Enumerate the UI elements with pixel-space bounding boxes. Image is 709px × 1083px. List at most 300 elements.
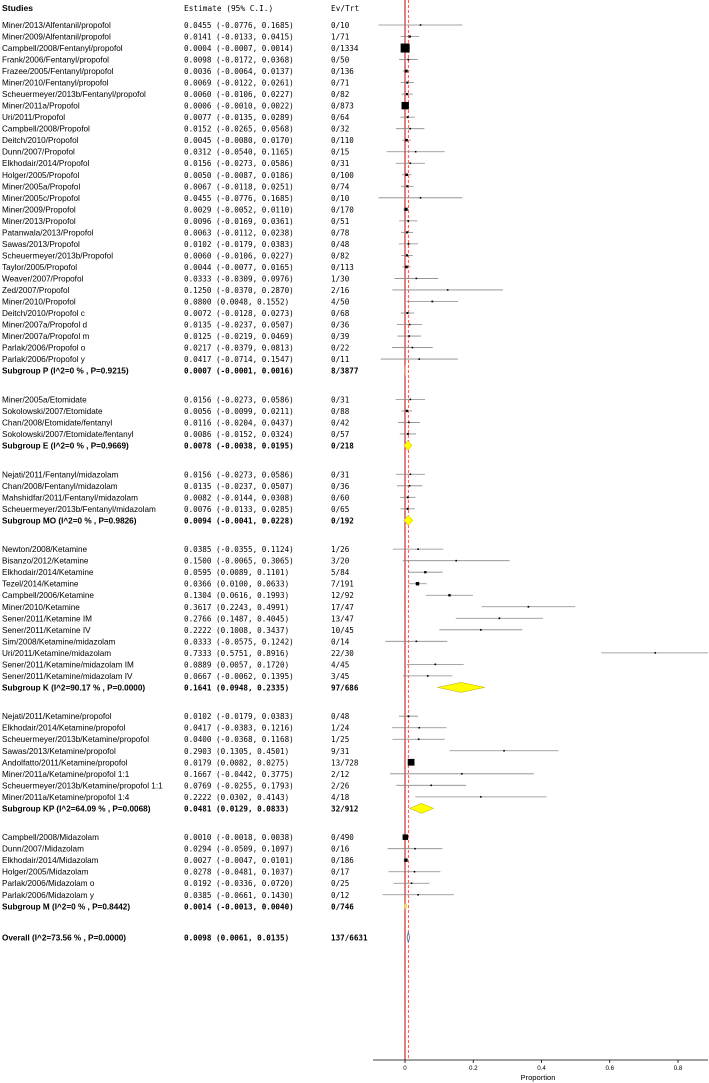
- study-ev-trt: 12/92: [331, 591, 354, 601]
- study-name: Scheuermeyer/2013b/Fentanyl/propofol: [2, 90, 146, 100]
- study-row: [2, 286, 503, 295]
- study-ev-trt: 0/57: [331, 429, 350, 439]
- study-ev-trt: 0/71: [331, 78, 350, 88]
- point-estimate: [404, 858, 407, 861]
- study-row: [2, 649, 708, 658]
- subgroup-row: [2, 803, 433, 813]
- study-row: [2, 747, 559, 756]
- study-estimate-ci: 0.0333 (-0.0309, 0.0976): [184, 274, 294, 284]
- point-estimate: [409, 324, 411, 326]
- point-estimate: [412, 347, 414, 349]
- subgroup-estimate-ci: 0.0078 (-0.0038, 0.0195): [184, 441, 294, 451]
- point-estimate: [410, 399, 412, 401]
- study-name: Miner/2009/Alfentanil/propofol: [2, 32, 111, 42]
- point-estimate: [407, 433, 409, 435]
- study-estimate-ci: 0.0152 (-0.0265, 0.0568): [184, 124, 294, 134]
- subgroup-estimate-ci: 0.0007 (-0.0001, 0.0016): [184, 366, 294, 376]
- study-estimate-ci: 0.0116 (-0.0204, 0.0437): [184, 418, 294, 428]
- study-estimate-ci: 0.0156 (-0.0273, 0.0586): [184, 159, 294, 169]
- study-estimate-ci: 0.0889 (0.0057, 0.1720): [184, 660, 290, 670]
- study-ev-trt: 0/65: [331, 504, 350, 514]
- study-row: [2, 637, 447, 646]
- point-estimate: [414, 871, 416, 873]
- study-row: [2, 79, 414, 88]
- study-row: [2, 580, 427, 589]
- point-estimate: [407, 496, 409, 498]
- study-ev-trt: 0/15: [331, 147, 350, 157]
- study-row: [2, 672, 453, 681]
- study-name: Taylor/2005/Propofol: [2, 262, 78, 272]
- study-name: Holger/2005/Propofol: [2, 170, 80, 180]
- study-row: [2, 407, 412, 416]
- point-estimate: [418, 358, 420, 360]
- study-estimate-ci: 0.0417 (-0.0714, 0.1547): [184, 355, 294, 365]
- study-row: [2, 274, 438, 283]
- point-estimate: [405, 139, 408, 142]
- point-estimate: [406, 312, 408, 314]
- study-ev-trt: 0/51: [331, 216, 350, 226]
- study-estimate-ci: 0.0366 (0.0100, 0.0633): [184, 579, 290, 589]
- study-row: [2, 33, 419, 42]
- study-ev-trt: 5/84: [331, 568, 350, 578]
- study-ev-trt: 1/26: [331, 545, 350, 555]
- study-ev-trt: 4/50: [331, 297, 350, 307]
- study-estimate-ci: 0.0294 (-0.0509, 0.1097): [184, 844, 294, 854]
- study-name: Elkhodair/2014/Ketamine: [2, 568, 94, 578]
- study-row: [2, 614, 543, 623]
- subgroup-ev-trt: 8/3877: [331, 366, 359, 376]
- study-ev-trt: 0/11: [331, 355, 350, 365]
- point-estimate: [406, 410, 408, 412]
- study-name: Scheuermeyer/2013b/Fentanyl/midazolam: [2, 504, 156, 514]
- point-estimate: [408, 715, 410, 717]
- study-ev-trt: 0/100: [331, 170, 354, 180]
- study-ev-trt: 4/45: [331, 660, 350, 670]
- study-ev-trt: 0/32: [331, 124, 350, 134]
- study-ev-trt: 0/60: [331, 493, 350, 503]
- point-estimate: [448, 594, 450, 596]
- study-estimate-ci: 0.0045 (-0.0080, 0.0170): [184, 136, 294, 146]
- study-estimate-ci: 0.2222 (0.1008, 0.3437): [184, 625, 290, 635]
- point-estimate: [416, 582, 419, 585]
- study-estimate-ci: 0.0050 (-0.0087, 0.0186): [184, 170, 294, 180]
- study-ev-trt: 13/728: [331, 758, 359, 768]
- study-ev-trt: 0/22: [331, 343, 350, 353]
- header-estimate: Estimate (95% C.I.): [184, 4, 274, 13]
- study-ev-trt: 0/1334: [331, 44, 359, 54]
- study-estimate-ci: 0.0029 (-0.0052, 0.0110): [184, 205, 294, 215]
- study-ev-trt: 0/186: [331, 856, 354, 866]
- study-name: Sokolowski/2007/Etomidate: [2, 406, 103, 416]
- study-ev-trt: 0/82: [331, 251, 350, 261]
- study-name: Elkhodair/2014/Midazolam: [2, 856, 99, 866]
- point-estimate: [408, 243, 410, 245]
- subgroup-name: Subgroup E (I^2=0 % , P=0.9669): [2, 441, 129, 451]
- study-estimate-ci: 0.0060 (-0.0106, 0.0227): [184, 90, 294, 100]
- study-name: Mahshidfar/2011/Fentanyl/midazolam: [2, 493, 138, 503]
- study-ev-trt: 0/42: [331, 418, 350, 428]
- point-estimate: [410, 473, 412, 475]
- study-name: Elkhodair/2014/Propofol: [2, 159, 90, 169]
- study-name: Nejati/2011/Fentanyl/midazolam: [2, 470, 119, 480]
- study-row: [2, 568, 443, 577]
- point-estimate: [409, 128, 411, 130]
- point-estimate: [405, 174, 408, 177]
- study-row: [2, 332, 421, 341]
- point-estimate: [402, 102, 409, 109]
- study-ev-trt: 1/30: [331, 274, 350, 284]
- study-row: [2, 712, 418, 721]
- study-row: [2, 321, 422, 330]
- point-estimate: [480, 629, 482, 631]
- study-name: Miner/2010/Fentanyl/propofol: [2, 78, 109, 88]
- study-ev-trt: 22/30: [331, 648, 354, 658]
- study-row: [2, 758, 414, 767]
- overall-diamond: [407, 932, 410, 942]
- subgroup-ev-trt: 0/218: [331, 441, 354, 451]
- study-ev-trt: 0/110: [331, 136, 354, 146]
- study-estimate-ci: 0.0455 (-0.0776, 0.1685): [184, 21, 294, 30]
- study-ev-trt: 2/16: [331, 285, 350, 295]
- x-axis-label: Proportion: [520, 1073, 556, 1082]
- study-name: Dunn/2007/Midazolam: [2, 844, 84, 854]
- subgroup-ev-trt: 97/686: [331, 683, 359, 693]
- study-name: Miner/2010/Ketamine: [2, 602, 80, 612]
- study-row: [2, 735, 445, 744]
- study-row: [2, 856, 408, 865]
- study-name: Holger/2005/Midazolam: [2, 867, 89, 877]
- x-tick-label: 0.8: [673, 1065, 683, 1072]
- study-name: Elkhodair/2014/Ketamine/propofol: [2, 723, 126, 733]
- study-ev-trt: 0/16: [331, 844, 350, 854]
- study-name: Parlak/2006/Midazolam y: [2, 890, 94, 900]
- study-name: Sawas/2013/Ketamine/propofol: [2, 746, 116, 756]
- study-row: [2, 482, 422, 491]
- study-ev-trt: 4/18: [331, 792, 350, 802]
- study-ev-trt: 0/48: [331, 239, 350, 249]
- point-estimate: [416, 278, 418, 280]
- x-tick-label: 0.6: [605, 1065, 615, 1072]
- subgroup-name: Subgroup KP (I^2=64.09 % , P=0.0068): [2, 804, 151, 814]
- study-ev-trt: 0/74: [331, 182, 350, 192]
- study-estimate-ci: 0.0098 (-0.0172, 0.0368): [184, 55, 294, 65]
- study-ev-trt: 2/26: [331, 781, 350, 791]
- study-name: Miner/2007a/Propofol m: [2, 332, 90, 342]
- study-name: Chan/2008/Fentanyl/midazolam: [2, 481, 118, 491]
- study-estimate-ci: 0.0141 (-0.0133, 0.0415): [184, 32, 294, 42]
- study-estimate-ci: 0.0006 (-0.0010, 0.0022): [184, 101, 294, 111]
- study-name: Campbell/2008/Fentanyl/propofol: [2, 44, 123, 54]
- study-row: [2, 660, 464, 669]
- study-ev-trt: 13/47: [331, 614, 354, 624]
- study-row: [2, 297, 458, 306]
- point-estimate: [418, 738, 420, 740]
- subgroup-name: Subgroup K (I^2=90.17 % , P=0.0000): [2, 683, 146, 693]
- point-estimate: [414, 848, 416, 850]
- subgroup-name: Subgroup MO (I^2=0 % , P=0.9826): [2, 516, 137, 526]
- study-ev-trt: 0/39: [331, 332, 350, 342]
- study-name: Zed/2007/Propofol: [2, 285, 70, 295]
- point-estimate: [528, 606, 530, 608]
- study-estimate-ci: 0.0156 (-0.0273, 0.0586): [184, 470, 294, 480]
- subgroup-name: Subgroup M (I^2=0 % , P=0.8442): [2, 902, 131, 912]
- study-estimate-ci: 0.0385 (-0.0661, 0.1430): [184, 890, 294, 900]
- study-name: Parlak/2006/Propofol o: [2, 343, 86, 353]
- point-estimate: [407, 59, 409, 61]
- study-name: Dunn/2007/Propofol: [2, 147, 75, 157]
- point-estimate: [404, 208, 407, 211]
- point-estimate: [415, 151, 417, 153]
- point-estimate: [409, 35, 411, 37]
- study-row: [2, 355, 458, 364]
- subgroup-ev-trt: 0/192: [331, 516, 354, 526]
- study-row: [2, 793, 546, 802]
- study-row: [2, 557, 510, 566]
- study-row: [2, 344, 433, 353]
- study-name: Miner/2011a/Propofol: [2, 101, 80, 111]
- study-estimate-ci: 0.0385 (-0.0355, 0.1124): [184, 545, 294, 555]
- study-row: [2, 430, 416, 439]
- study-name: Tezel/2014/Ketamine: [2, 579, 79, 589]
- study-name: Bisanzo/2012/Ketamine: [2, 556, 89, 566]
- study-estimate-ci: 0.0067 (-0.0118, 0.0251): [184, 182, 294, 192]
- study-estimate-ci: 0.3617 (0.2243, 0.4991): [184, 602, 290, 612]
- study-estimate-ci: 0.0179 (0.0082, 0.0275): [184, 758, 290, 768]
- subgroup-estimate-ci: 0.0014 (-0.0013, 0.0040): [184, 902, 294, 912]
- study-row: [2, 182, 414, 191]
- point-estimate: [406, 231, 408, 233]
- study-row: [2, 205, 409, 214]
- study-ev-trt: 0/64: [331, 113, 350, 123]
- point-estimate: [431, 301, 433, 303]
- study-row: [2, 90, 413, 99]
- study-name: Parlak/2006/Propofol y: [2, 355, 85, 365]
- study-ev-trt: 0/36: [331, 320, 350, 330]
- study-ev-trt: 3/20: [331, 556, 350, 566]
- study-row: [2, 603, 575, 612]
- study-row: [2, 136, 411, 145]
- study-row: [2, 56, 418, 65]
- study-ev-trt: 0/50: [331, 55, 350, 65]
- study-ev-trt: 0/10: [331, 21, 350, 30]
- study-name: Miner/2005a/Propofol: [2, 182, 81, 192]
- study-name: Deitch/2010/Propofol: [2, 136, 79, 146]
- study-name: Patanwala/2013/Propofol: [2, 228, 94, 238]
- point-estimate: [430, 785, 432, 787]
- study-row: [2, 591, 473, 600]
- subgroup-diamond: [437, 682, 484, 692]
- study-row: [2, 113, 415, 122]
- subgroup-row: [2, 682, 485, 692]
- study-ev-trt: 0/490: [331, 833, 354, 843]
- study-estimate-ci: 0.2903 (0.1305, 0.4501): [184, 746, 290, 756]
- study-estimate-ci: 0.0063 (-0.0112, 0.0238): [184, 228, 294, 238]
- study-name: Sawas/2013/Propofol: [2, 239, 80, 249]
- point-estimate: [455, 560, 457, 562]
- study-estimate-ci: 0.0036 (-0.0064, 0.0137): [184, 67, 294, 77]
- point-estimate: [406, 93, 408, 95]
- study-estimate-ci: 0.0027 (-0.0047, 0.0101): [184, 856, 294, 866]
- point-estimate: [409, 485, 411, 487]
- study-estimate-ci: 0.0072 (-0.0128, 0.0273): [184, 309, 294, 318]
- study-estimate-ci: 0.0056 (-0.0099, 0.0211): [184, 406, 294, 416]
- subgroup-estimate-ci: 0.1641 (0.0948, 0.2335): [184, 683, 290, 693]
- study-estimate-ci: 0.7333 (0.5751, 0.8916): [184, 648, 290, 658]
- study-ev-trt: 0/873: [331, 101, 354, 111]
- study-name: Weaver/2007/Propofol: [2, 274, 84, 284]
- study-estimate-ci: 0.0102 (-0.0179, 0.0383): [184, 239, 294, 249]
- study-ev-trt: 0/88: [331, 406, 350, 416]
- study-estimate-ci: 0.0010 (-0.0018, 0.0038): [184, 833, 294, 843]
- study-ev-trt: 0/12: [331, 890, 350, 900]
- study-estimate-ci: 0.1667 (-0.0442, 0.3775): [184, 769, 294, 779]
- point-estimate: [499, 617, 501, 619]
- study-row: [2, 493, 416, 502]
- study-estimate-ci: 0.0312 (-0.0540, 0.1165): [184, 147, 294, 157]
- study-ev-trt: 0/82: [331, 90, 350, 100]
- study-name: Scheuermeyer/2013b/Propofol: [2, 251, 114, 261]
- study-estimate-ci: 0.0800 (0.0048, 0.1552): [184, 297, 290, 307]
- study-estimate-ci: 0.0667 (-0.0062, 0.1395): [184, 671, 294, 681]
- overall-row: [2, 932, 410, 942]
- header-studies: Studies: [2, 3, 34, 13]
- study-row: [2, 891, 454, 900]
- study-ev-trt: 0/17: [331, 867, 350, 877]
- study-row: [2, 171, 411, 180]
- study-name: Miner/2013/Propofol: [2, 216, 76, 226]
- point-estimate: [480, 796, 482, 798]
- point-estimate: [406, 185, 408, 187]
- study-estimate-ci: 0.0455 (-0.0776, 0.1685): [184, 193, 294, 203]
- study-ev-trt: 0/31: [331, 159, 350, 169]
- header-ev-trt: Ev/Trt: [331, 4, 360, 13]
- study-ev-trt: 0/78: [331, 228, 350, 238]
- study-row: [2, 724, 446, 733]
- study-ev-trt: 2/12: [331, 769, 350, 779]
- study-name: Sim/2008/Ketamine/midazolam: [2, 637, 116, 647]
- point-estimate: [408, 335, 410, 337]
- study-name: Frazee/2005/Fentanyl/propofol: [2, 67, 114, 77]
- study-name: Miner/2007a/Propofol d: [2, 320, 88, 330]
- forest-rows: [2, 0, 708, 1060]
- study-row: [2, 833, 408, 842]
- study-row: [2, 148, 445, 157]
- study-row: [2, 21, 463, 30]
- study-name: Campbell/2008/Midazolam: [2, 833, 99, 843]
- study-estimate-ci: 0.0192 (-0.0336, 0.0720): [184, 879, 294, 889]
- study-estimate-ci: 0.0086 (-0.0152, 0.0324): [184, 429, 294, 439]
- study-ev-trt: 1/71: [331, 32, 350, 42]
- point-estimate: [434, 664, 436, 666]
- point-estimate: [406, 82, 408, 84]
- study-ev-trt: 3/45: [331, 671, 350, 681]
- point-estimate: [407, 116, 409, 118]
- point-estimate: [410, 162, 412, 164]
- subgroup-estimate-ci: 0.0481 (0.0129, 0.0833): [184, 804, 290, 814]
- point-estimate: [406, 254, 408, 256]
- study-row: [2, 845, 442, 854]
- point-estimate: [424, 571, 426, 573]
- point-estimate: [427, 675, 429, 677]
- study-row: [2, 240, 418, 249]
- study-name: Uri/2011/Propofol: [2, 113, 66, 123]
- study-name: Sener/2011/Ketamine IM: [2, 614, 92, 624]
- study-row: [2, 879, 430, 888]
- study-row: [2, 395, 425, 404]
- study-name: Sokolowski/2007/Etomidate/fentanyl: [2, 429, 134, 439]
- study-row: [2, 781, 466, 790]
- study-ev-trt: 0/31: [331, 395, 350, 405]
- study-ev-trt: 0/48: [331, 712, 350, 722]
- study-name: Miner/2011a/Ketamine/propofol 1:4: [2, 792, 130, 802]
- study-ev-trt: 0/170: [331, 205, 354, 215]
- point-estimate: [411, 882, 413, 884]
- subgroup-diamond: [409, 803, 433, 813]
- study-row: [2, 505, 415, 514]
- study-ev-trt: 0/14: [331, 637, 350, 647]
- study-row: [2, 125, 424, 134]
- study-estimate-ci: 0.0400 (-0.0368, 0.1168): [184, 735, 294, 745]
- study-estimate-ci: 0.1250 (-0.0370, 0.2870): [184, 285, 294, 295]
- point-estimate: [417, 548, 419, 550]
- study-estimate-ci: 0.0069 (-0.0122, 0.0261): [184, 78, 294, 88]
- study-name: Sener/2011/Ketamine/midazolam IM: [2, 660, 134, 670]
- point-estimate: [420, 197, 422, 199]
- overall-estimate-ci: 0.0098 (0.0061, 0.0135): [184, 933, 290, 943]
- study-name: Frank/2006/Fentanyl/propofol: [2, 55, 109, 65]
- study-ev-trt: 0/25: [331, 879, 350, 889]
- study-name: Miner/2011a/Ketamine/propofol 1:1: [2, 769, 130, 779]
- subgroup-ev-trt: 0/746: [331, 902, 354, 912]
- point-estimate: [408, 759, 415, 766]
- study-ev-trt: 0/36: [331, 481, 350, 491]
- point-estimate: [408, 422, 410, 424]
- study-row: [2, 626, 522, 635]
- x-tick-label: 0.2: [468, 1065, 478, 1072]
- point-estimate: [407, 508, 409, 510]
- x-tick-label: 0: [403, 1065, 407, 1072]
- study-estimate-ci: 0.0044 (-0.0077, 0.0165): [184, 262, 294, 272]
- study-name: Campbell/2006/Ketamine: [2, 591, 94, 601]
- subgroup-estimate-ci: 0.0094 (-0.0041, 0.0228): [184, 516, 294, 526]
- study-estimate-ci: 0.0082 (-0.0144, 0.0308): [184, 493, 294, 503]
- study-name: Campbell/2008/Propofol: [2, 124, 90, 134]
- study-row: [2, 102, 409, 111]
- study-estimate-ci: 0.0333 (-0.0575, 0.1242): [184, 637, 294, 647]
- study-name: Nejati/2011/Ketamine/propofol: [2, 712, 112, 722]
- study-estimate-ci: 0.0278 (-0.0481, 0.1037): [184, 867, 294, 877]
- point-estimate: [418, 727, 420, 729]
- study-estimate-ci: 0.0156 (-0.0273, 0.0586): [184, 395, 294, 405]
- study-row: [2, 418, 420, 427]
- study-row: [2, 228, 413, 237]
- study-row: [2, 868, 440, 877]
- point-estimate: [405, 266, 408, 269]
- study-name: Newton/2008/Ketamine: [2, 545, 88, 555]
- study-name: Andolfatto/2011/Ketamine/propofol: [2, 758, 128, 768]
- study-row: [2, 67, 410, 76]
- subgroup-row: [2, 901, 406, 911]
- study-name: Sener/2011/Ketamine IV: [2, 625, 91, 635]
- overall-ev-trt: 137/6631: [331, 933, 368, 943]
- study-ev-trt: 0/113: [331, 262, 354, 272]
- subgroup-diamond: [405, 366, 406, 376]
- study-row: [2, 545, 443, 554]
- study-name: Uri/2011/Ketamine/midazolam: [2, 648, 112, 658]
- study-name: Miner/2010/Propofol: [2, 297, 76, 307]
- study-estimate-ci: 0.0077 (-0.0135, 0.0289): [184, 113, 294, 123]
- subgroup-ev-trt: 32/912: [331, 804, 359, 814]
